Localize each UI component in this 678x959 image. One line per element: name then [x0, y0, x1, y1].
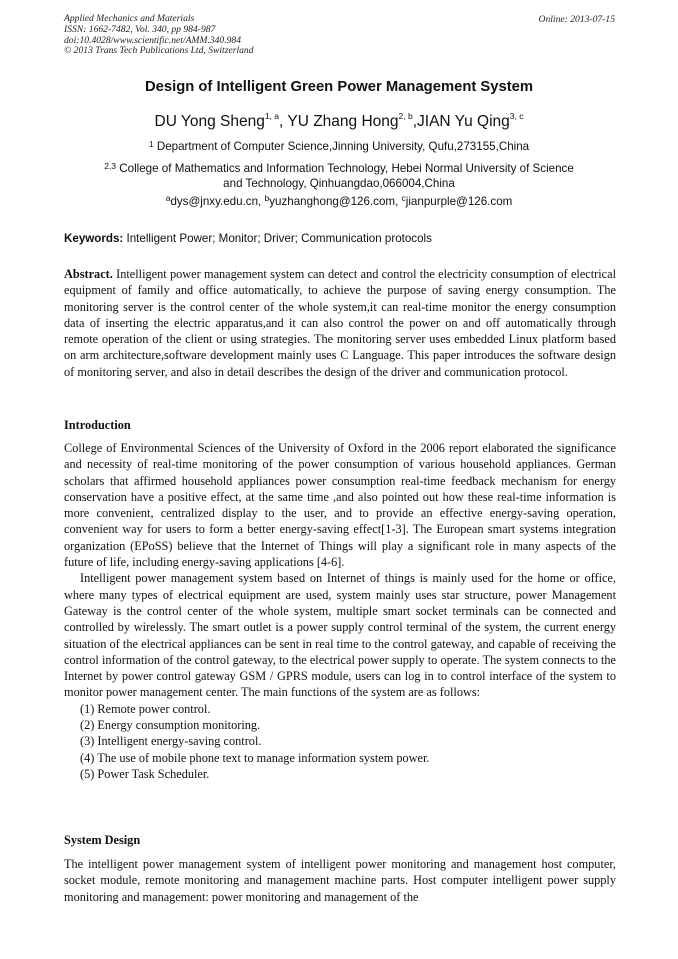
list-item: (2) Energy consumption monitoring. — [80, 718, 261, 733]
issn-line: ISSN: 1662-7482, Vol. 340, pp 984-987 — [64, 23, 216, 35]
keywords-label: Keywords: — [64, 232, 124, 245]
abstract-label: Abstract. — [64, 267, 113, 281]
list-item: (4) The use of mobile phone text to manage information system power. — [80, 750, 430, 765]
email-link[interactable]: dys@jnxy.edu.cn, — [170, 195, 265, 208]
email-sup: c — [401, 193, 406, 203]
system-design-section — [64, 856, 616, 905]
email-link[interactable]: jianpurple@126.com — [405, 195, 513, 208]
author-name: DU Yong Sheng — [154, 113, 265, 130]
affiliation-1 — [0, 139, 678, 154]
list-item: (1) Remote power control. — [80, 701, 211, 716]
author-sup: 3, c — [509, 111, 524, 121]
affiliation-sup: 2,3 — [104, 161, 117, 171]
abstract-section — [64, 266, 616, 380]
intro-paragraph-1: College of Environmental Sciences of the University of Oxford in the 2006 report elaborated the significance and necessity of real-time monitoring of the power consumption of various household appliances. German scholars that affirmed household appliances power consumption real-time feedback mechanism for energy conservation have a positive effect, at the same time ,and also pointed out how these real-time information is more convenient, centralized display to the user, and to provide an effective energy-saving operation, convenient way for users to form a better energy-saving effect[1-3]. The European smart systems integration organization (EPoSS) believe that the Internet of Things will play a significant role in many aspects of the future of life, including energy-saving applications [4-6]. — [64, 441, 616, 570]
paper-title: Design of Intelligent Green Power Management System — [144, 79, 534, 95]
abstract-text: Intelligent power management system can detect and control the electricity consumption of electrical equipment of family and office automatically, to achieve the purpose of saving energy consumption. The monitoring server is the control center of the whole system,it can real-time monitor the energy consumption data of inserting the electric apparatus,and it can also control the power on and off automatically through remote operation of the client or using strategies. The monitoring server uses embedded Linux platform based on arm architecture,software development mainly uses C Language. This paper introduces the software design of monitoring server, and also in detail describes the design of the driver and communication protocol. — [64, 267, 616, 379]
journal-name: Applied Mechanics and Materials — [64, 13, 195, 24]
author-list — [0, 113, 678, 131]
email-link[interactable]: yuzhanghong@126.com, — [269, 195, 402, 208]
list-item: (5) Power Task Scheduler. — [80, 766, 210, 781]
affiliation-text: Department of Computer Science,Jinning University, Qufu,273155,China — [156, 140, 530, 153]
email-sup: a — [165, 193, 171, 203]
system-design-paragraph: The intelligent power management system of intelligent power monitoring and management host computer, socket module, remote monitoring and management machine parts. Host computer intelligent power supply monitoring and management: power monitoring and management of the — [64, 857, 616, 904]
list-item: (3) Intelligent energy-saving control. — [80, 734, 262, 749]
author-sup: 1, a — [264, 111, 280, 121]
affiliation-text-line1: College of Mathematics and Information Technology, Hebei Normal University of Science — [119, 162, 574, 175]
author-name: YU Zhang Hong — [287, 113, 399, 130]
introduction-heading: Introduction — [64, 418, 131, 432]
copyright-line: © 2013 Trans Tech Publications Ltd, Switzerland — [64, 45, 254, 57]
affiliation-text-line2: and Technology, Qinhuangdao,066004,China — [223, 177, 455, 190]
affiliation-2 — [0, 161, 678, 191]
keywords-line — [64, 232, 432, 245]
email-sup: b — [264, 193, 270, 203]
online-date: Online: 2013-07-15 — [538, 14, 615, 25]
functions-list — [64, 701, 616, 782]
author-sep: , — [279, 113, 288, 130]
introduction-section — [64, 440, 616, 782]
doi-line: doi:10.4028/www.scientific.net/AMM.340.984 — [64, 34, 242, 46]
email-list — [0, 195, 678, 208]
affiliation-sup: 1 — [148, 139, 154, 149]
author-sup: 2, b — [398, 111, 413, 121]
system-design-heading: System Design — [64, 833, 141, 847]
author-name: JIAN Yu Qing — [417, 113, 510, 130]
journal-header — [64, 14, 254, 57]
intro-paragraph-2: Intelligent power management system based on Internet of things is mainly used for the home or office, where many types of electrical equipment are used, system mainly uses star structure, power Management Gateway is the control center of the whole system, multiple smart socket terminals can be connected and controlled by wirelessly. The smart outlet is a power supply control terminal of the system, the current energy situation of the electrical appliances can be sent in real time to the control gateway, and capable of receiving the control information of the control gateway, to the electrical power supply to operate. The system connects to the Internet by power control gateway GSM / GPRS module, users can log in to control interface of the system to monitor power management center. The main functions of the system are as follows: — [64, 571, 616, 700]
keywords-text: Intelligent Power; Monitor; Driver; Communication protocols — [123, 232, 432, 245]
author-sep: , — [412, 113, 418, 130]
